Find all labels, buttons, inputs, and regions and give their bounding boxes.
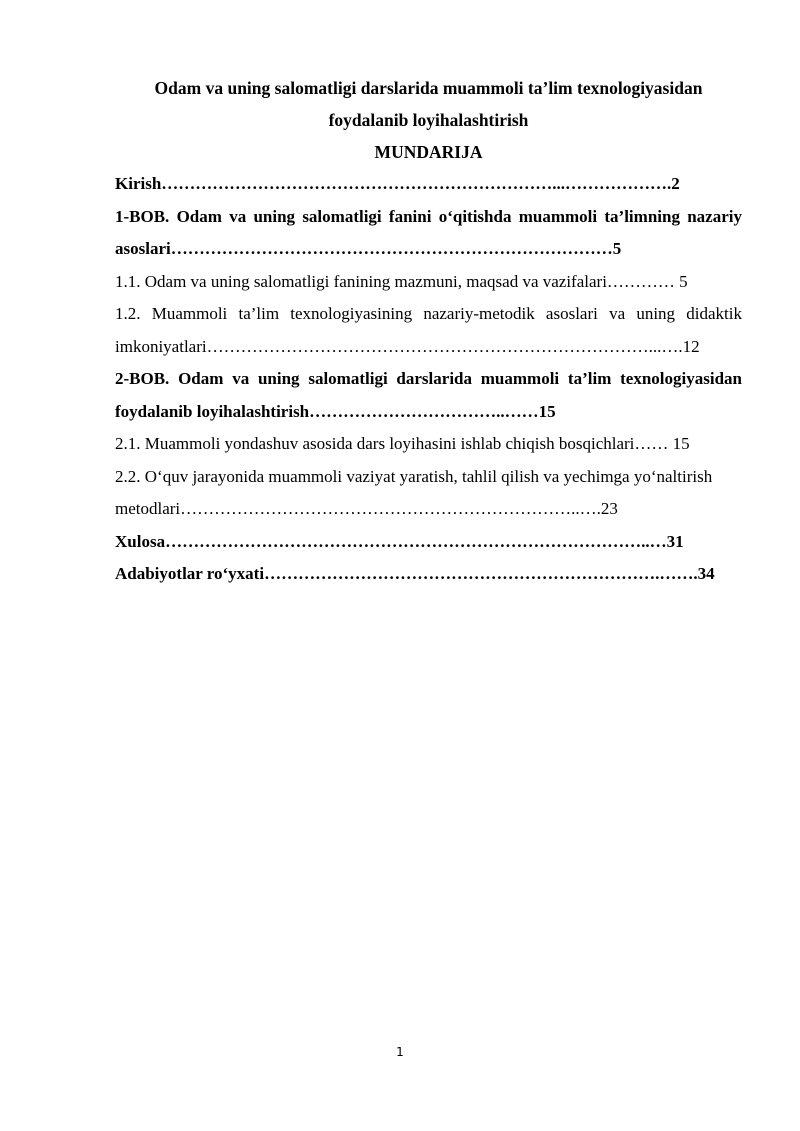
table-of-contents (115, 168, 742, 591)
contents-heading: MUNDARIJA (374, 142, 483, 162)
page-content (115, 72, 742, 591)
toc-entry-chapter-1: 1-BOB. Odam va uning salomatligi fanini o‘qitishda muammoli ta’limning nazariy asoslari……………………………………………………………………5 (115, 206, 742, 258)
page-number: 1 (396, 1045, 404, 1059)
toc-entry-section-2-2-continued: metodlari……………………………………………………………..….23 (115, 499, 618, 518)
toc-entry-conclusion: Xulosa…………………………………………………………………………..…31 (115, 531, 684, 551)
toc-entry-section-1-1: 1.1. Odam va uning salomatligi fanining mazmuni, maqsad va vazifalari………… 5 (115, 271, 688, 291)
toc-entry-references: Adabiyotlar ro‘yxati…………………………………………………………….…….34 (115, 564, 715, 583)
toc-entry-section-1-2: 1.2. Muammoli ta’lim texnologiyasining nazariy-metodik asoslari va uning didaktik imkoniyatlari……………………………………………………………………...….12 (115, 304, 742, 356)
toc-entry-section-2-2: 2.2. O‘quv jarayonida muammoli vaziyat yaratish, tahlil qilish va yechimga yo‘naltirish (115, 466, 713, 486)
toc-entry-section-2-1: 2.1. Muammoli yondashuv asosida dars loyihasini ishlab chiqish bosqichlari…… 15 (115, 434, 690, 453)
toc-entry-chapter-2: 2-BOB. Odam va uning salomatligi darslarida muammoli ta’lim texnologiyasidan foydalanib loyihalashtirish……………………………..……15 (115, 369, 742, 421)
toc-entry-introduction: Kirish……………………………………………………………...……………….2 (115, 174, 680, 193)
document-title: Odam va uning salomatligi darslarida muammoli ta’lim texnologiyasidan foydalanib loyihalashtirish (154, 78, 703, 130)
